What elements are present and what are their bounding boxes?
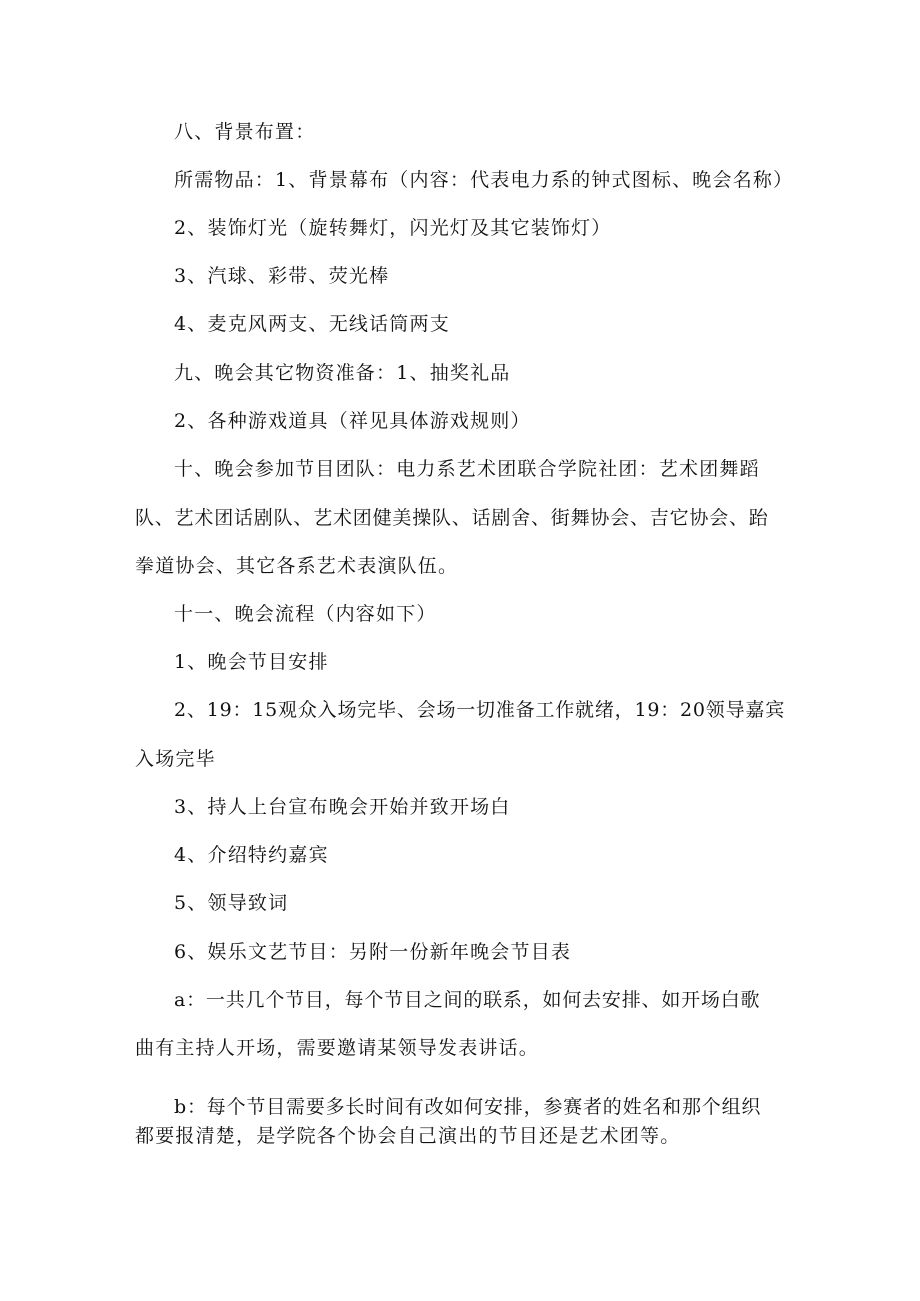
paragraph-line: a：一共几个节目，每个节目之间的联系，如何去安排、如开场白歌 (174, 989, 761, 1011)
paragraph-line: 4、介绍特约嘉宾 (174, 844, 329, 866)
paragraph-line: 2、装饰灯光（旋转舞灯，闪光灯及其它装饰灯） (174, 217, 612, 239)
paragraph-line: 都要报清楚，是学院各个协会自己演出的节目还是艺术团等。 (135, 1125, 681, 1147)
paragraph-line: 拳道协会、其它各系艺术表演队伍。 (135, 555, 459, 577)
paragraph-line: 5、领导致词 (174, 892, 289, 914)
section-heading-performance-teams: 十、晚会参加节目团队：电力系艺术团联合学院社团：艺术团舞蹈 (174, 458, 760, 480)
paragraph-line: 3、汽球、彩带、荧光棒 (174, 265, 390, 287)
paragraph-line: 1、晚会节目安排 (174, 651, 329, 673)
section-heading-background-setup: 八、背景布置： (174, 121, 316, 143)
paragraph-line: 所需物品：1、背景幕布（内容：代表电力系的钟式图标、晚会名称） (174, 169, 794, 191)
section-heading-materials: 九、晚会其它物资准备：1、抽奖礼品 (174, 362, 511, 384)
paragraph-line: 4、麦克风两支、无线话筒两支 (174, 313, 450, 335)
paragraph-line: 6、娱乐文艺节目：另附一份新年晚会节目表 (174, 941, 572, 963)
paragraph-line: b：每个节目需要多长时间有改如何安排，参赛者的姓名和那个组织 (174, 1096, 762, 1118)
paragraph-line: 3、持人上台宣布晚会开始并致开场白 (174, 796, 511, 818)
section-heading-program-flow: 十一、晚会流程（内容如下） (174, 603, 437, 625)
paragraph-line: 队、艺术团话剧队、艺术团健美操队、话剧舍、街舞协会、吉它协会、跆 (135, 507, 769, 529)
paragraph-line: 入场完毕 (135, 748, 216, 770)
paragraph-line: 曲有主持人开场，需要邀请某领导发表讲话。 (135, 1037, 540, 1059)
paragraph-line: 2、19：15观众入场完毕、会场一切准备工作就绪，19：20领导嘉宾 (174, 699, 785, 721)
paragraph-line: 2、各种游戏道具（祥见具体游戏规则） (174, 410, 531, 432)
